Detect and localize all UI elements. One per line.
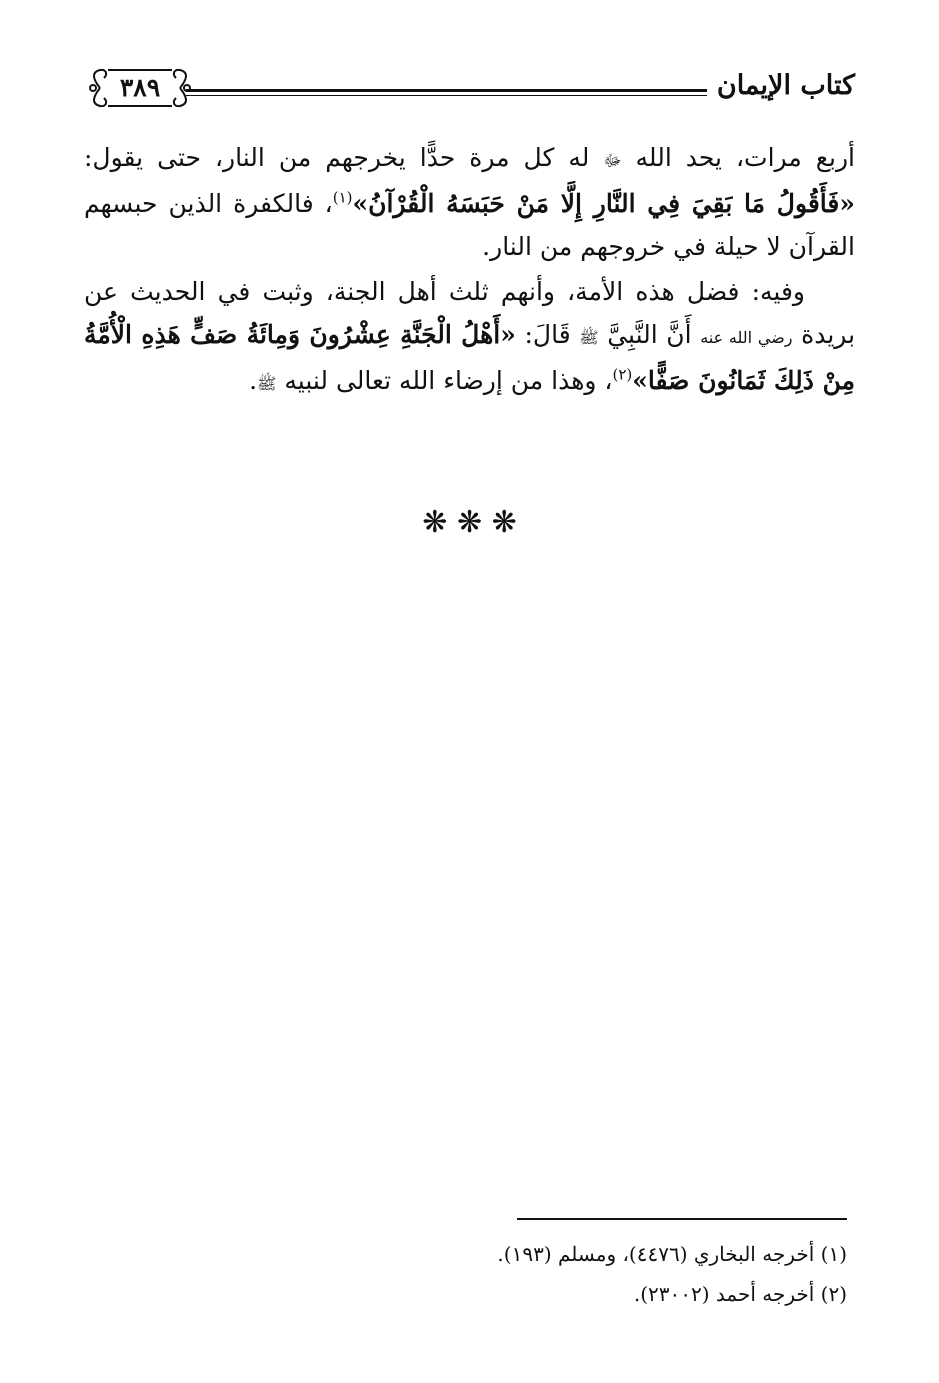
text-span: . — [249, 366, 258, 395]
text-span: ، وهذا من إرضاء الله تعالى لنبيه — [284, 366, 613, 395]
header-rule — [186, 89, 707, 97]
header-rule-thin — [186, 95, 707, 96]
page-number-ornament — [86, 64, 194, 112]
paragraph-1 — [84, 136, 855, 268]
page-header — [86, 62, 855, 118]
paragraph-2 — [84, 270, 855, 405]
page-number: ٣٨٩ — [119, 73, 161, 102]
text-span: قَالَ: — [524, 320, 571, 349]
header-rule-thick — [186, 89, 707, 92]
text-span: وفيه: فضل هذه الأمة، وأنهم ثلث أهل الجنة، وثبت في الحديث عن بريدة — [84, 277, 856, 349]
footnote-2: (٢) أخرجه أحمد (٢٣٠٠٢). — [633, 1282, 847, 1306]
footnote-1: (١) أخرجه البخاري (٤٤٧٦)، ومسلم (١٩٣). — [497, 1242, 847, 1266]
footnotes — [84, 1234, 847, 1314]
text-span: له كل مرة حدًّا يخرجهم من النار، حتى يقول: — [84, 143, 590, 172]
main-text — [84, 136, 855, 405]
asterism-icon: ❋ ❋ ❋ — [422, 505, 517, 540]
hadith-quote: «فَأَقُولُ مَا بَقِيَ فِي النَّارِ إِلَّا مَنْ حَبَسَهُ الْقُرْآنُ» — [352, 189, 856, 218]
section-divider — [0, 505, 939, 540]
book-title: كتاب الإيمان — [716, 70, 855, 101]
footnote-ref-1: (١) — [332, 188, 353, 207]
honorific: ﷺ — [579, 328, 599, 347]
honorific: ﷻ — [603, 151, 622, 170]
text-span: ، فالكفرة الذين حبسهم القرآن لا حيلة في خروجهم من النار. — [84, 189, 855, 261]
footnote-ref-2: (٢) — [612, 365, 633, 384]
text-span: أَنَّ النَّبِيَّ — [607, 320, 692, 349]
honorific: ﷺ — [257, 374, 277, 393]
footnote-rule — [517, 1218, 847, 1220]
text-span: أربع مرات، يحد الله — [635, 143, 855, 172]
hadith-quote: «أَهْلُ الْجَنَّةِ عِشْرُونَ وَمِائَةُ صَفٍّ هَذِهِ الْأُمَّةُ مِنْ ذَلِكَ ثَمَانُونَ صَفًّا» — [84, 320, 855, 395]
honorific: رضي الله عنه — [700, 328, 793, 347]
